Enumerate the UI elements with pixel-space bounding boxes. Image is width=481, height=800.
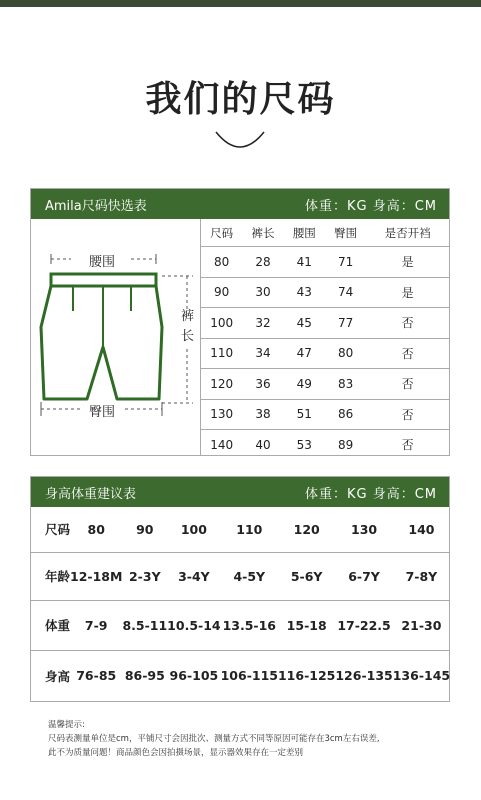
table-cell: 83 [325, 369, 366, 400]
table-cell: 30 [242, 277, 283, 308]
smile-decoration-icon [214, 128, 266, 154]
size-quick-table-panel [30, 188, 450, 456]
table-cell: 15-18 [278, 600, 335, 650]
table-cell: 80 [201, 247, 242, 278]
table-row [201, 247, 449, 278]
row-label: 体重 [31, 600, 70, 650]
table-cell: 13.5-16 [221, 600, 278, 650]
column-header: 是否开裆 [366, 219, 449, 247]
height-weight-table [31, 507, 450, 701]
notes [48, 718, 380, 760]
unit-note: 体重：KG 身高：CM [304, 198, 437, 214]
table-row [201, 277, 449, 308]
table-cell: 4-5Y [221, 552, 278, 600]
waist-label: 腰围 [88, 255, 115, 270]
page-title: 我们的尺码 [145, 79, 336, 120]
table-cell: 28 [242, 247, 283, 278]
table-cell: 2-3Y [122, 552, 167, 600]
table-cell: 136-145 [392, 668, 451, 684]
table-cell: 17-22.5 [335, 600, 392, 650]
top-bar [0, 0, 481, 7]
table-cell: 53 [296, 437, 312, 452]
table-cell: 38 [242, 399, 283, 430]
table-cell: 否 [366, 308, 449, 339]
column-header: 尺码 [201, 219, 242, 247]
column-header: 腰围 [284, 219, 325, 247]
size-quick-table-header [31, 189, 449, 219]
table-cell: 140 [210, 437, 234, 452]
table-cell: 47 [284, 338, 325, 369]
notes-line: 此不为质量问题！商品颜色会因拍摄场景，显示器效果存在一定差别 [48, 748, 304, 758]
table-cell: 43 [284, 277, 325, 308]
table-cell: 96-105 [169, 668, 219, 684]
table-row [201, 369, 449, 400]
table-cell: 是 [366, 277, 449, 308]
table-cell: 否 [366, 399, 449, 430]
table-cell: 90 [201, 277, 242, 308]
table-cell: 45 [284, 308, 325, 339]
notes-heading: 温馨提示: [48, 720, 85, 730]
size-quick-table-title: Amila尺码快选表 [45, 198, 147, 214]
table-cell: 是 [366, 247, 449, 278]
table-cell: 否 [401, 438, 414, 453]
table-cell: 40 [255, 437, 271, 452]
row-label: 身高 [45, 668, 71, 684]
table-row-weight [31, 600, 450, 650]
table-cell: 80 [325, 338, 366, 369]
table-cell: 89 [338, 437, 354, 452]
pants-diagram [31, 219, 201, 455]
table-cell: 否 [366, 369, 449, 400]
length-label: 裤长 [181, 309, 195, 344]
table-cell: 116-125 [277, 668, 336, 684]
table-cell: 21-30 [393, 600, 450, 650]
column-header: 裤长 [242, 219, 283, 247]
table-cell: 36 [242, 369, 283, 400]
table-cell: 77 [325, 308, 366, 339]
table-cell: 126-135 [335, 668, 393, 684]
height-weight-header [31, 477, 449, 507]
hip-label: 臀围 [88, 405, 115, 420]
table-cell: 否 [366, 338, 449, 369]
table-row [201, 338, 449, 369]
table-cell: 7-9 [70, 600, 122, 650]
size-table-header-row [201, 219, 449, 247]
size-table [201, 219, 449, 460]
table-cell: 32 [242, 308, 283, 339]
table-cell: 130 [335, 507, 392, 552]
table-cell: 34 [242, 338, 283, 369]
table-cell: 110 [221, 507, 278, 552]
table-cell: 120 [201, 369, 242, 400]
height-weight-panel [30, 476, 450, 702]
table-cell: 140 [393, 507, 450, 552]
table-cell: 8.5-11 [122, 600, 167, 650]
table-cell: 110 [201, 338, 242, 369]
table-cell: 130 [201, 399, 242, 430]
unit-note: 体重：KG 身高：CM [304, 486, 437, 502]
table-cell: 71 [325, 247, 366, 278]
table-cell: 86-95 [124, 668, 165, 684]
table-cell: 74 [325, 277, 366, 308]
table-cell: 6-7Y [335, 552, 392, 600]
table-cell: 7-8Y [393, 552, 450, 600]
table-row-height [31, 650, 450, 701]
table-cell: 100 [201, 308, 242, 339]
table-cell: 3-4Y [167, 552, 220, 600]
row-label: 尺码 [31, 507, 70, 552]
row-label: 年龄 [31, 552, 70, 600]
column-header: 臀围 [325, 219, 366, 247]
table-cell: 5-6Y [278, 552, 335, 600]
table-cell: 51 [284, 399, 325, 430]
notes-line: 尺码表测量单位是cm，平铺尺寸会因批次、测量方式不同等原因可能存在3cm左右误差, [48, 734, 380, 744]
table-row-age [31, 552, 450, 600]
table-cell: 10.5-14 [167, 600, 220, 650]
table-row [201, 308, 449, 339]
table-cell: 80 [70, 507, 122, 552]
table-row-size [31, 507, 450, 552]
table-cell: 106-115 [220, 668, 278, 684]
table-cell: 76-85 [76, 668, 117, 684]
table-cell: 120 [278, 507, 335, 552]
table-cell: 12-18M [70, 552, 122, 600]
table-cell: 41 [284, 247, 325, 278]
table-cell: 90 [122, 507, 167, 552]
table-row [201, 399, 449, 430]
table-cell: 49 [284, 369, 325, 400]
table-cell: 86 [325, 399, 366, 430]
table-row [201, 430, 449, 460]
table-cell: 100 [167, 507, 220, 552]
height-weight-title: 身高体重建议表 [45, 486, 137, 502]
